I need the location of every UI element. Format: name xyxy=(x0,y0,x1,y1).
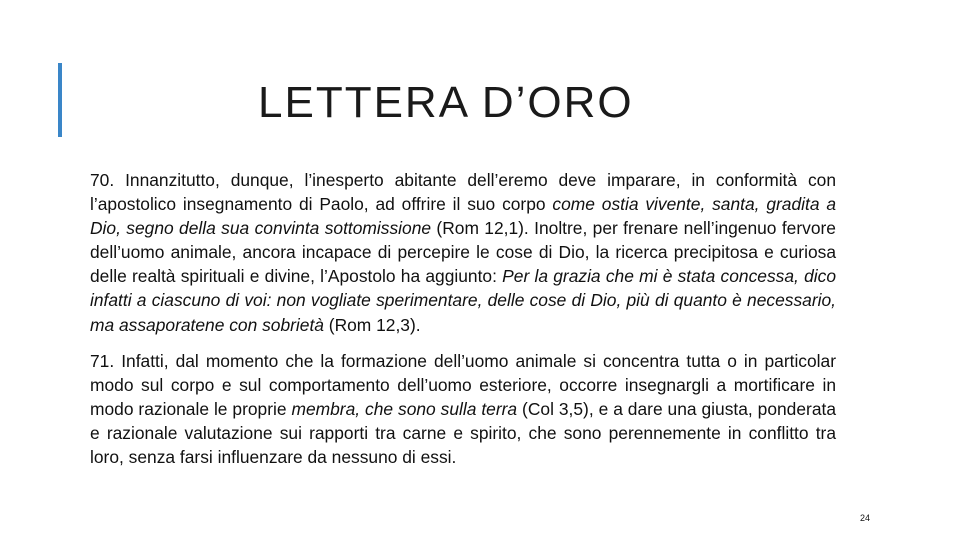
paragraph-segment-italic: Per la grazia che mi è stata concessa, dico infatti a ciascuno di voi: non vogliate sperimentare, delle cose di Dio, più di quanto è necessario, ma assaporatene con sobrietà xyxy=(90,266,836,335)
paragraph-segment: 71. Infatti, dal momento che la formazione dell’uomo animale si concentra tutta o in particolar modo sul corpo e sul comportamento dell’uomo esteriore, occorre insegnargli a mortificare in modo razionale le proprie xyxy=(90,350,836,419)
body-text xyxy=(90,168,836,469)
title-accent-bar xyxy=(58,63,62,137)
paragraph-segment-italic: come ostia vivente, santa, gradita a Dio, segno della sua convinta sottomissione xyxy=(90,194,836,239)
paragraph-70 xyxy=(90,168,836,337)
paragraph-segment: (Rom 12,3). xyxy=(323,314,421,335)
slide-title: LETTERA D’ORO xyxy=(258,78,634,127)
paragraph-segment-italic: membra, che sono sulla terra xyxy=(291,398,518,419)
paragraph-segment: 70. Innanzitutto, dunque, l’inesperto abitante dell’eremo deve imparare, in conformità con l’apostolico insegnamento di Paolo, ad offrire il suo corpo xyxy=(90,170,836,215)
paragraph-segment: (Rom 12,1). Inoltre, per frenare nell’ingenuo fervore dell’uomo animale, ancora incapace di percepire le cose di Dio, la ricerca precipitosa e curiosa delle realtà spirituali e divine, l’Apostolo ha aggiunto: xyxy=(90,218,836,287)
page-number: 24 xyxy=(860,513,871,523)
paragraph-segment: (Col 3,5), e a dare una giusta, ponderata e razionale valutazione sui rapporti tra carne e spirito, che sono perennemente in conflitto tra loro, senza farsi influenzare da nessuno di essi. xyxy=(90,398,836,468)
paragraph-71 xyxy=(90,349,836,469)
